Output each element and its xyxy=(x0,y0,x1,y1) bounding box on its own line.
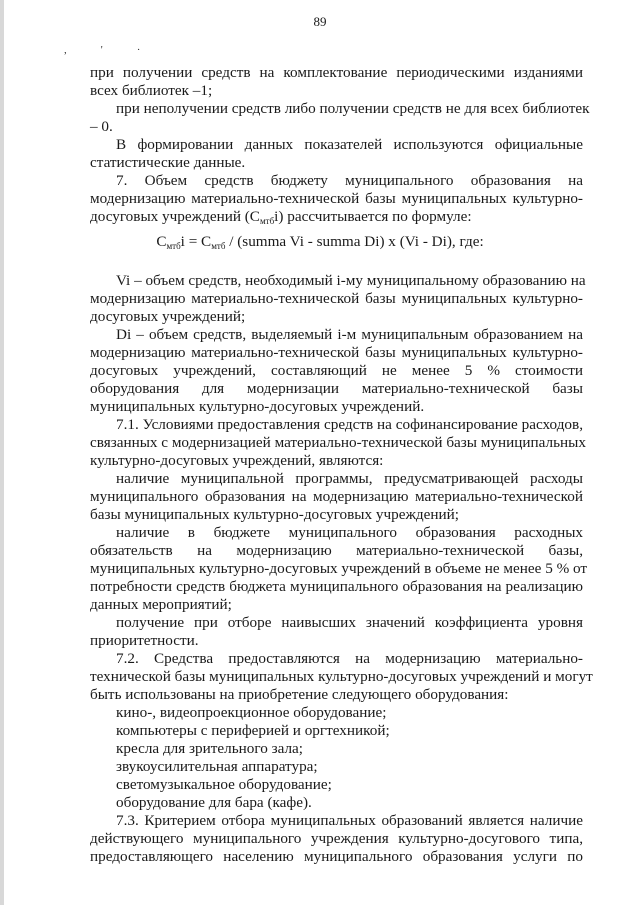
text-line: действующего муниципального учреждения культурно-досугового типа, xyxy=(90,830,583,847)
text-line: оборудования для модернизации материально-технической базы xyxy=(90,380,583,397)
list-item: светомузыкальное оборудование; xyxy=(116,776,332,793)
text-line: муниципальных культурно-досуговых учреждений. xyxy=(90,398,425,415)
page-number: 89 xyxy=(313,14,327,29)
text-line: В формировании данных показателей используются официальные xyxy=(116,136,583,153)
list-item: оборудование для бара (кафе). xyxy=(116,794,312,811)
text-line: Vi – объем средств, необходимый i-му муниципальному образованию на xyxy=(116,272,586,289)
list-item: звукоусилительная аппаратура; xyxy=(116,758,318,775)
text-line: Di – объем средств, выделяемый i-м муниципальным образованием на xyxy=(116,326,583,343)
text-line: предоставляющего населению муниципального образования услуги по xyxy=(90,848,583,865)
text-line: получение при отборе наивысших значений коэффициента уровня xyxy=(116,614,583,631)
list-item: кино-, видеопроекционное оборудование; xyxy=(116,704,387,721)
text-line: муниципального образования на модернизацию материально-технической xyxy=(90,488,583,505)
text-line: связанных с модернизацией материально-технической базы муниципальных xyxy=(90,434,586,451)
text-line: статистические данные. xyxy=(90,154,246,171)
text-line: наличие в бюджете муниципального образования расходных xyxy=(116,524,583,541)
text-line: наличие муниципальной программы, предусматривающей расходы xyxy=(116,470,583,487)
text-line: 7.3. Критерием отбора муниципальных образований является наличие xyxy=(116,812,583,829)
text-line: при неполучении средств либо получении средств не для всех библиотек xyxy=(116,100,590,117)
text-line: данных мероприятий; xyxy=(90,596,232,613)
text-line: модернизацию материально-технической базы муниципальных культурно- xyxy=(90,344,583,361)
text-line: всех библиотек –1; xyxy=(90,82,213,99)
text-line: – 0. xyxy=(90,118,113,135)
text-line: 7.2. Средства предоставляются на модернизацию материально- xyxy=(116,650,583,667)
text-line: 7. Объем средств бюджету муниципального образования на xyxy=(116,172,583,189)
scan-specks: , ' · xyxy=(64,44,141,56)
text-line: быть использованы на приобретение следующего оборудования: xyxy=(90,686,509,703)
text-line: культурно-досуговых учреждений, являются: xyxy=(90,452,384,469)
scan-edge xyxy=(0,0,4,905)
text-line: 7.1. Условиями предоставления средств на софинансирование расходов, xyxy=(116,416,583,433)
list-item: компьютеры с периферией и оргтехникой; xyxy=(116,722,390,739)
text-line: досуговых учреждений, составляющий не менее 5 % стоимости xyxy=(90,362,583,379)
formula: $С_{мтб}i = С_{мтб}$ / (summa Vi - summa Di) x (Vi - Di), где: xyxy=(156,233,484,251)
text-line: обязательств на модернизацию материально-технической базы, xyxy=(90,542,583,559)
list-item: кресла для зрительного зала; xyxy=(116,740,304,757)
text-line: технической базы муниципальных культурно-досуговых учреждений и могут xyxy=(90,668,593,685)
text-line: досуговых учреждений $(С_{мтб}i)$ рассчитывается по формуле: xyxy=(90,208,472,226)
text-line: модернизацию материально-технической базы муниципальных культурно- xyxy=(90,290,583,307)
text-line: модернизацию материально-технической базы муниципальных культурно- xyxy=(90,190,583,207)
text-line: базы муниципальных культурно-досуговых учреждений; xyxy=(90,506,460,523)
text-line: потребности средств бюджета муниципального образования на реализацию xyxy=(90,578,583,595)
text-line: досуговых учреждений; xyxy=(90,308,246,325)
text-line: муниципальных культурно-досуговых учреждений в объеме не менее 5 % от xyxy=(90,560,588,577)
text-line: при получении средств на комплектование периодическими изданиями xyxy=(90,64,583,81)
text-line: приоритетности. xyxy=(90,632,199,649)
